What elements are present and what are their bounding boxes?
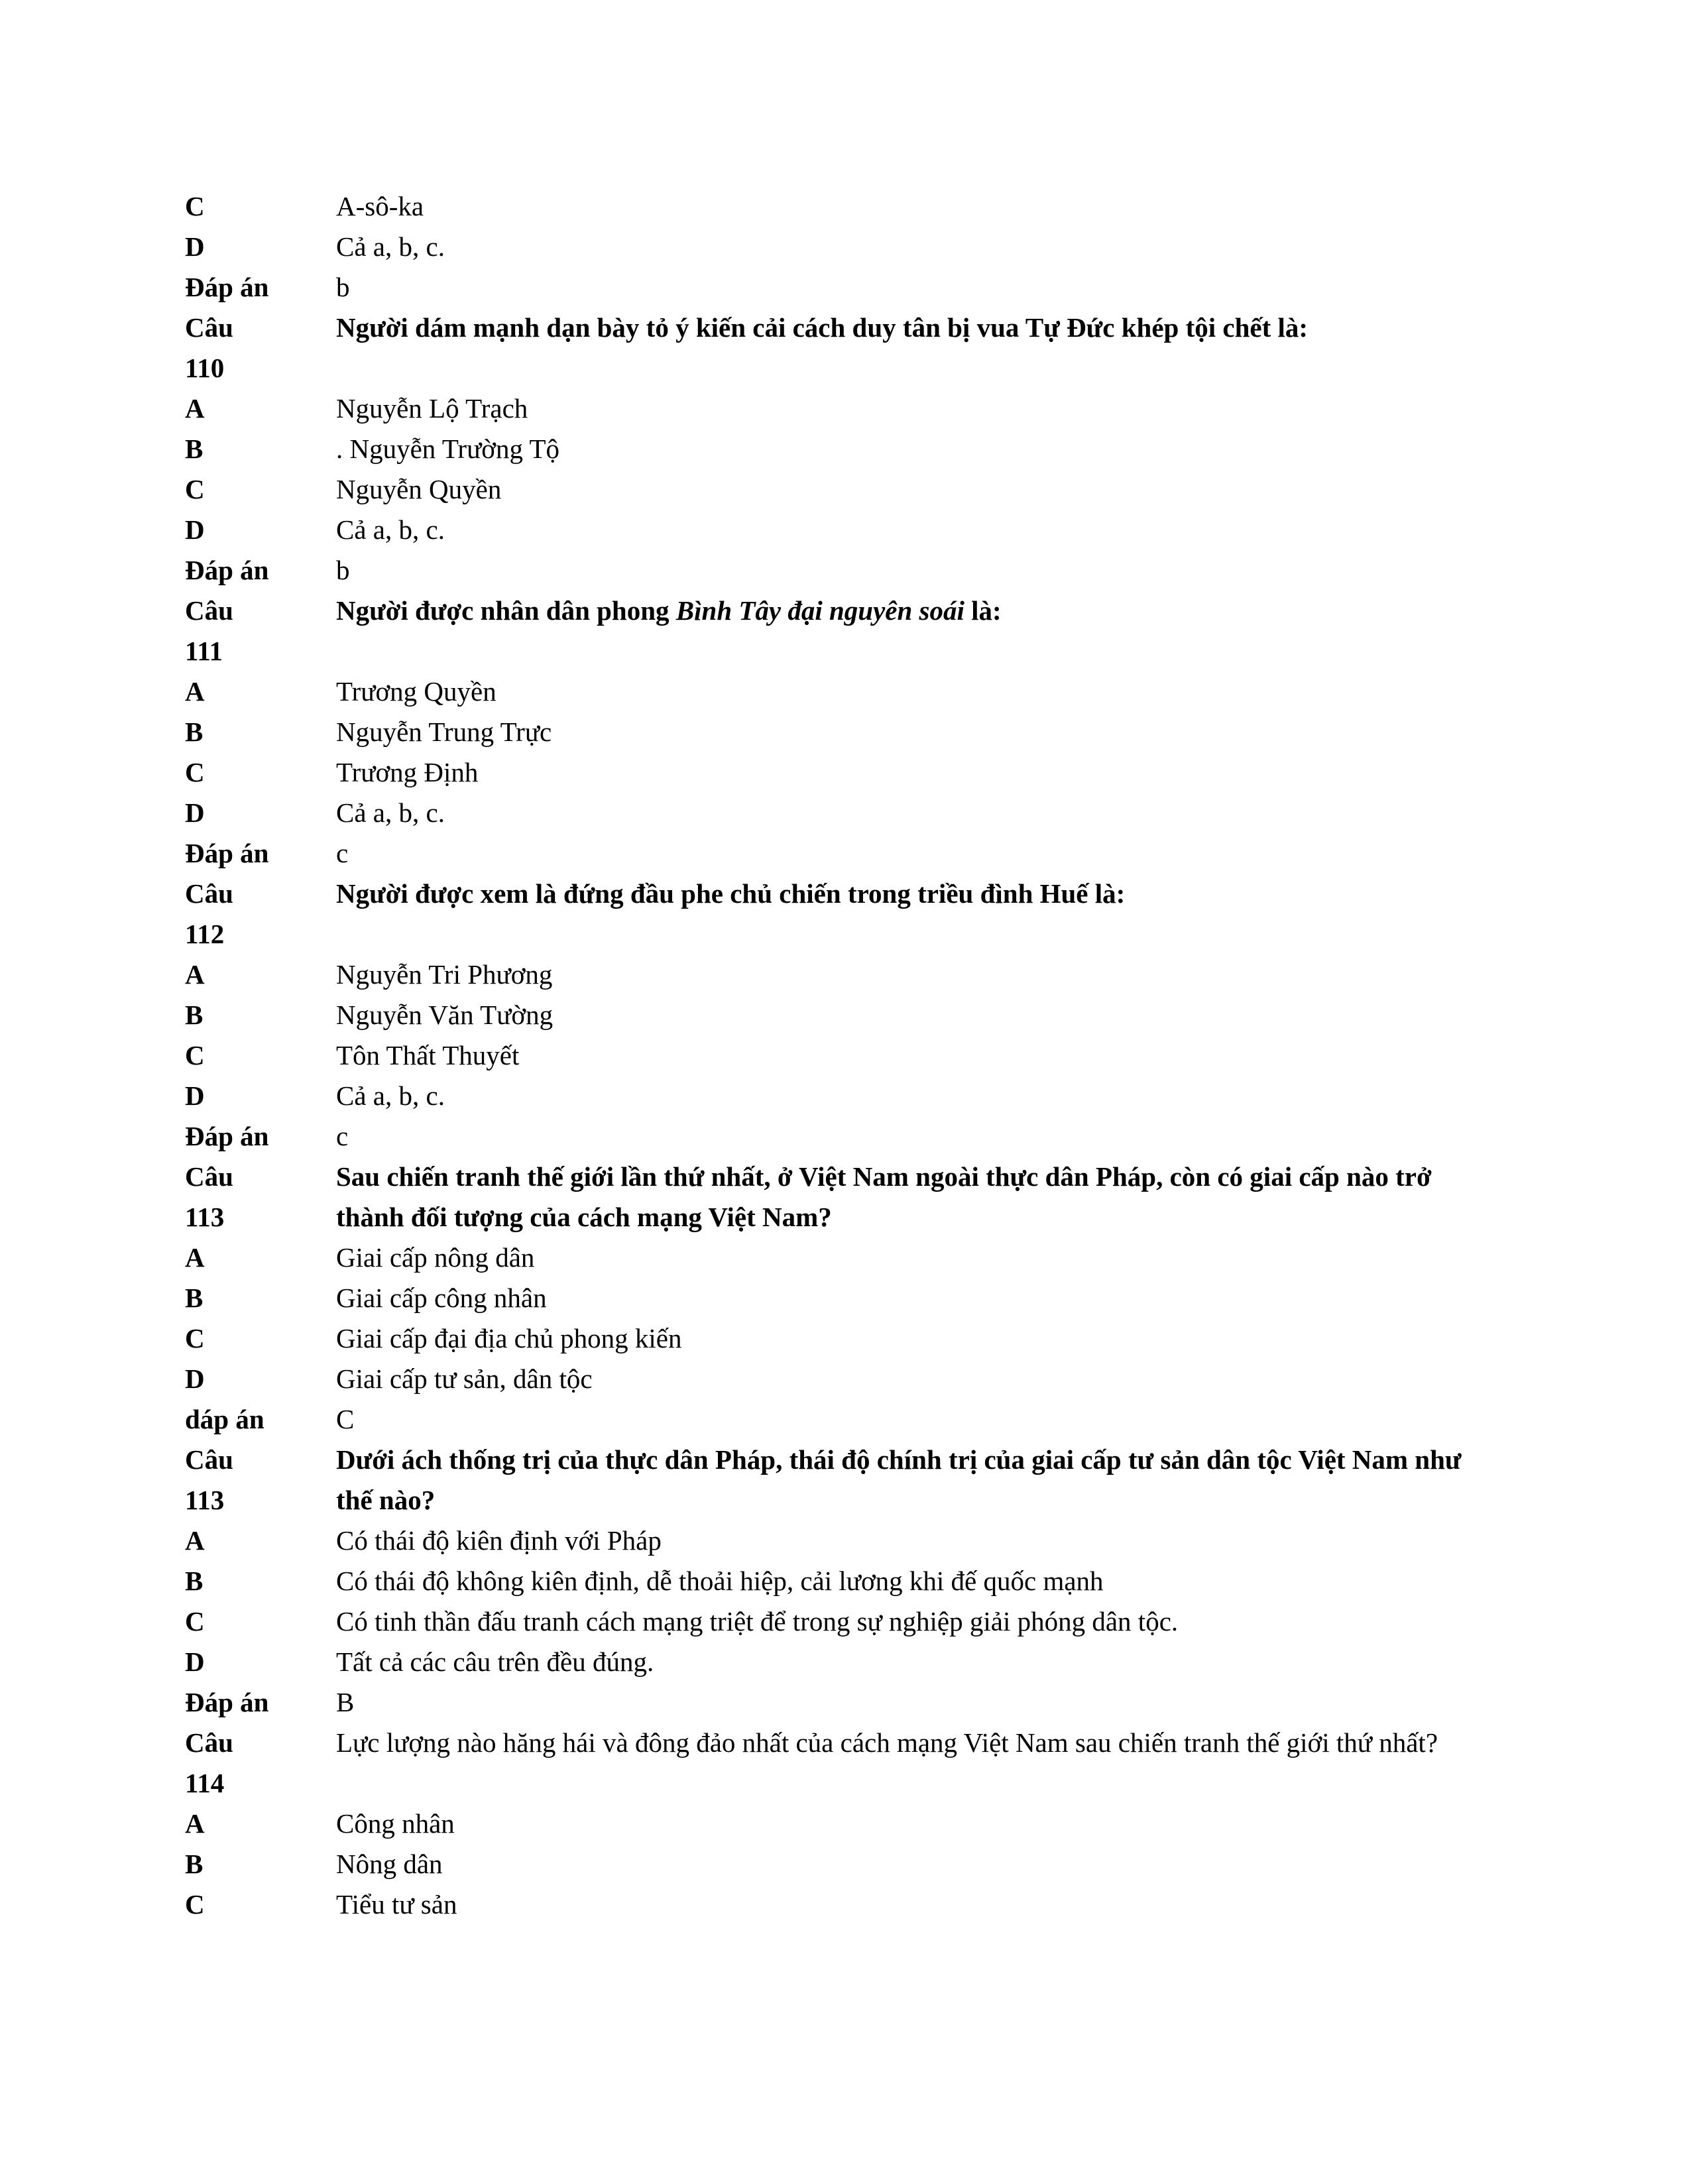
option-text: Cả a, b, c. (336, 797, 445, 828)
answer-value: b (336, 555, 350, 585)
answer-label: Đáp án (185, 1121, 269, 1151)
question-number: 113 (185, 1202, 225, 1232)
question-number: 112 (185, 919, 225, 949)
option-text: A-sô-ka (336, 191, 424, 221)
answer-value: B (336, 1687, 355, 1717)
option-letter: A (185, 676, 205, 707)
option-row (185, 1642, 1484, 1682)
question-number: 110 (185, 353, 225, 383)
question-word: Câu (185, 1444, 233, 1475)
question-label (185, 591, 336, 671)
option-letter: D (185, 1363, 205, 1394)
question-text: Sau chiến tranh thế giới lần thứ nhất, ở Việt Nam ngoài thực dân Pháp, còn có giai cấp nào trở thành đối tượng của cách mạng Việt Nam? (336, 1161, 1432, 1232)
option-text: Tiểu tư sản (336, 1889, 457, 1920)
option-letter: B (185, 1000, 204, 1030)
question-text (336, 591, 1463, 631)
question-label (185, 308, 336, 388)
option-letter: B (185, 433, 204, 464)
option-row (185, 1359, 1484, 1399)
option-text: Giai cấp đại địa chủ phong kiến (336, 1323, 682, 1353)
question-word: Câu (185, 312, 233, 343)
option-row (185, 1601, 1484, 1642)
option-letter: D (185, 1080, 205, 1111)
answer-row (185, 550, 1484, 591)
option-letter: B (185, 1849, 204, 1879)
option-letter: C (185, 1606, 205, 1637)
question-row (185, 308, 1484, 388)
option-letter: D (185, 514, 205, 545)
question-text: Người dám mạnh dạn bày tỏ ý kiến cải cách duy tân bị vua Tự Đức khép tội chết là: (336, 312, 1309, 343)
option-text: Có thái độ không kiên định, dễ thoải hiệp, cải lương khi đế quốc mạnh (336, 1566, 1104, 1596)
option-row (185, 793, 1484, 833)
option-row (185, 227, 1484, 267)
option-text: Có thái độ kiên định với Pháp (336, 1525, 662, 1556)
option-text: Cả a, b, c. (336, 1080, 445, 1111)
option-row (185, 1844, 1484, 1884)
question-row (185, 1157, 1484, 1237)
option-text: Nông dân (336, 1849, 443, 1879)
option-row (185, 1076, 1484, 1116)
option-row (185, 1278, 1484, 1318)
option-text: Tất cả các câu trên đều đúng. (336, 1646, 654, 1677)
option-letter: B (185, 1566, 204, 1596)
answer-row (185, 1682, 1484, 1723)
option-letter: D (185, 1646, 205, 1677)
answer-value: b (336, 272, 350, 302)
question-number: 113 (185, 1485, 225, 1515)
question-word: Câu (185, 595, 233, 626)
option-letter: D (185, 797, 205, 828)
option-row (185, 510, 1484, 550)
option-text: Công nhân (336, 1808, 455, 1839)
option-letter: A (185, 959, 205, 990)
option-letter: A (185, 1808, 205, 1839)
question-word: Câu (185, 1727, 233, 1758)
answer-label: Đáp án (185, 838, 269, 868)
answer-row (185, 833, 1484, 874)
answer-label: Đáp án (185, 272, 269, 302)
option-text: Nguyễn Tri Phương (336, 959, 553, 990)
option-row (185, 1237, 1484, 1278)
option-row (185, 1521, 1484, 1561)
question-label (185, 1440, 336, 1521)
option-row (185, 469, 1484, 510)
question-row (185, 874, 1484, 954)
option-text: Giai cấp tư sản, dân tộc (336, 1363, 593, 1394)
option-row (185, 1561, 1484, 1601)
option-letter: C (185, 1323, 205, 1353)
option-letter: A (185, 1525, 205, 1556)
option-letter: B (185, 1283, 204, 1313)
option-text: Trương Quyền (336, 676, 496, 707)
answer-label: Đáp án (185, 555, 269, 585)
option-row (185, 388, 1484, 429)
quiz-document (185, 186, 1484, 1925)
option-letter: A (185, 1242, 205, 1273)
question-label (185, 1723, 336, 1804)
answer-row (185, 1116, 1484, 1157)
answer-label: dáp án (185, 1404, 264, 1434)
option-text: . Nguyễn Trường Tộ (336, 433, 560, 464)
option-letter: C (185, 757, 205, 787)
option-text: Có tinh thần đấu tranh cách mạng triệt để trong sự nghiệp giải phóng dân tộc. (336, 1606, 1179, 1637)
answer-row (185, 1399, 1484, 1440)
option-row (185, 1318, 1484, 1359)
question-row (185, 591, 1484, 671)
option-text: Nguyễn Lộ Trạch (336, 393, 528, 424)
option-letter: C (185, 1040, 205, 1070)
option-row (185, 429, 1484, 469)
option-row (185, 752, 1484, 793)
option-row (185, 1804, 1484, 1844)
option-text: Nguyễn Quyền (336, 474, 502, 504)
option-row (185, 1884, 1484, 1925)
option-letter: A (185, 393, 205, 424)
answer-row (185, 267, 1484, 308)
question-number: 111 (185, 636, 223, 666)
option-letter: C (185, 191, 205, 221)
option-row (185, 995, 1484, 1035)
answer-value: c (336, 1121, 349, 1151)
question-text: Lực lượng nào hăng hái và đông đảo nhất của cách mạng Việt Nam sau chiến tranh thế giới thứ nhất? (336, 1727, 1438, 1758)
option-text: Tôn Thất Thuyết (336, 1040, 520, 1070)
question-label (185, 1157, 336, 1237)
option-letter: C (185, 474, 205, 504)
question-text-suffix: là: (964, 595, 1002, 626)
question-text: Người được xem là đứng đầu phe chủ chiến trong triều đình Huế là: (336, 878, 1126, 909)
question-word: Câu (185, 878, 233, 909)
answer-label: Đáp án (185, 1687, 269, 1717)
option-text: Cả a, b, c. (336, 231, 445, 262)
option-text: Giai cấp công nhân (336, 1283, 547, 1313)
option-text: Trương Định (336, 757, 479, 787)
option-letter: C (185, 1889, 205, 1920)
question-row (185, 1440, 1484, 1521)
question-row (185, 1723, 1484, 1804)
question-text-prefix: Người được nhân dân phong (336, 595, 676, 626)
question-word: Câu (185, 1161, 233, 1192)
answer-value: C (336, 1404, 355, 1434)
option-text: Cả a, b, c. (336, 514, 445, 545)
answer-value: c (336, 838, 349, 868)
option-text: Nguyễn Văn Tường (336, 1000, 554, 1030)
option-row (185, 954, 1484, 995)
option-row (185, 1035, 1484, 1076)
option-row (185, 186, 1484, 227)
question-text-italic: Bình Tây đại nguyên soái (675, 595, 964, 626)
option-text: Nguyễn Trung Trực (336, 717, 552, 747)
question-label (185, 874, 336, 954)
question-text: Dưới ách thống trị của thực dân Pháp, thái độ chính trị của giai cấp tư sản dân tộc Việt Nam như thế nào? (336, 1444, 1462, 1515)
option-row (185, 671, 1484, 712)
option-letter: B (185, 717, 204, 747)
option-row (185, 712, 1484, 752)
option-text: Giai cấp nông dân (336, 1242, 535, 1273)
question-number: 114 (185, 1768, 225, 1798)
option-letter: D (185, 231, 205, 262)
